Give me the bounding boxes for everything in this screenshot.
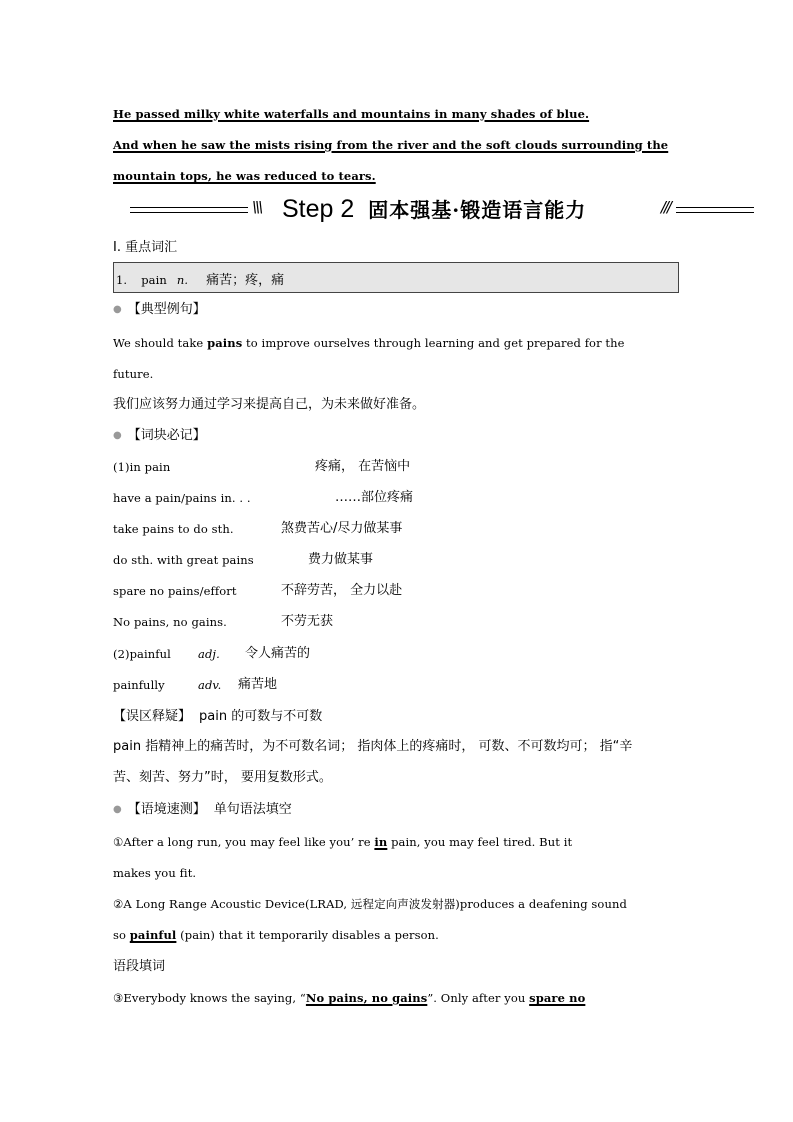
question-2: ②A Long Range Acoustic Device(LRAD, 远程定向声波发射器)produces a deafening sound (113, 897, 627, 911)
answer-blank: in (374, 835, 388, 849)
phrase-item: painfully adv. 痛苦地 (113, 677, 278, 692)
bullet-icon: ● (113, 304, 122, 315)
practice-label: 【语境速测】 (127, 802, 206, 817)
intro-line-1: He passed milky white waterfalls and mountains in many shades of blue. (113, 107, 590, 121)
phrases-label: ● 【词块必记】 (113, 428, 206, 443)
paragraph-fill-label: 语段填词 (113, 959, 166, 974)
step-label: Step 2 (282, 195, 355, 223)
step-banner (130, 195, 754, 228)
answer-blank: No pains, no gains (305, 991, 428, 1005)
phrase-item: do sth. with great pains 费力做某事 (113, 552, 374, 567)
word-entry-box (113, 262, 679, 293)
step-title-cn: 固本强基·锻造语言能力 (368, 198, 587, 222)
example-sentence-cn: 我们应该努力通过学习来提高自己，为未来做好准备。 (113, 397, 426, 412)
phrase-item: have a pain/pains in. . . ……部位疼痛 (113, 490, 414, 505)
banner-title (282, 194, 586, 224)
word-number: 1. (116, 273, 128, 287)
intro-line-2: And when he saw the mists rising from the river and the soft clouds surrounding the (113, 138, 669, 152)
examples-label: ● 【典型例句】 (113, 302, 206, 317)
answer-blank: spare no (529, 991, 586, 1005)
question-1: ①After a long run, you may feel like you’ re in pain, you may feel tired. But it (113, 835, 573, 849)
answer-blank: painful (129, 928, 177, 942)
clarify-text-2: 苦、刻苦、努力”时， 要用复数形式。 (113, 770, 332, 785)
clarify-text-1: pain 指精神上的痛苦时，为不可数名词； 指肉体上的疼痛时， 可数、不可数均可； 指“辛 (113, 739, 633, 754)
practice-heading (113, 800, 292, 821)
banner-rule-right (676, 207, 754, 213)
example-keyword: pains (207, 336, 243, 350)
question-1-cont: makes you fit. (113, 866, 197, 880)
word-entry (116, 269, 284, 289)
banner-rule-left (130, 207, 248, 213)
word-meaning: 痛苦；疼，痛 (206, 273, 285, 288)
clarify-heading (113, 706, 322, 727)
phrase-item: (2)painful adj. 令人痛苦的 (113, 646, 311, 661)
question-3: ③Everybody knows the saying, “No pains, no gains”. Only after you spare no (113, 991, 586, 1005)
phrase-item: spare no pains/effort 不辞劳苦， 全力以赴 (113, 583, 403, 598)
clarify-topic: pain 的可数与不可数 (199, 709, 323, 724)
bullet-icon: ● (113, 430, 122, 441)
question-2-cont: so painful (pain) that it temporarily disables a person. (113, 928, 439, 942)
phrase-item: take pains to do sth. 煞费苦心/尽力做某事 (113, 521, 403, 536)
clarify-label: 【误区释疑】 (113, 709, 192, 724)
bullet-icon: ● (113, 804, 122, 815)
example-sentence-en: We should take pains to improve ourselves through learning and get prepared for the (113, 336, 625, 350)
banner-slashes-left: \\\ (252, 198, 262, 216)
phrase-item: No pains, no gains. 不劳无获 (113, 614, 334, 629)
section-heading: Ⅰ. 重点词汇 (113, 240, 178, 255)
practice-title: 单句语法填空 (213, 802, 292, 817)
example-sentence-en-cont: future. (113, 367, 154, 381)
word-pos: n. (176, 273, 189, 287)
word-term: pain (141, 273, 167, 287)
phrase-item: (1)in pain 疼痛， 在苦恼中 (113, 459, 411, 474)
banner-slashes-right: /// (660, 198, 670, 216)
intro-line-3: mountain tops, he was reduced to tears. (113, 169, 376, 183)
